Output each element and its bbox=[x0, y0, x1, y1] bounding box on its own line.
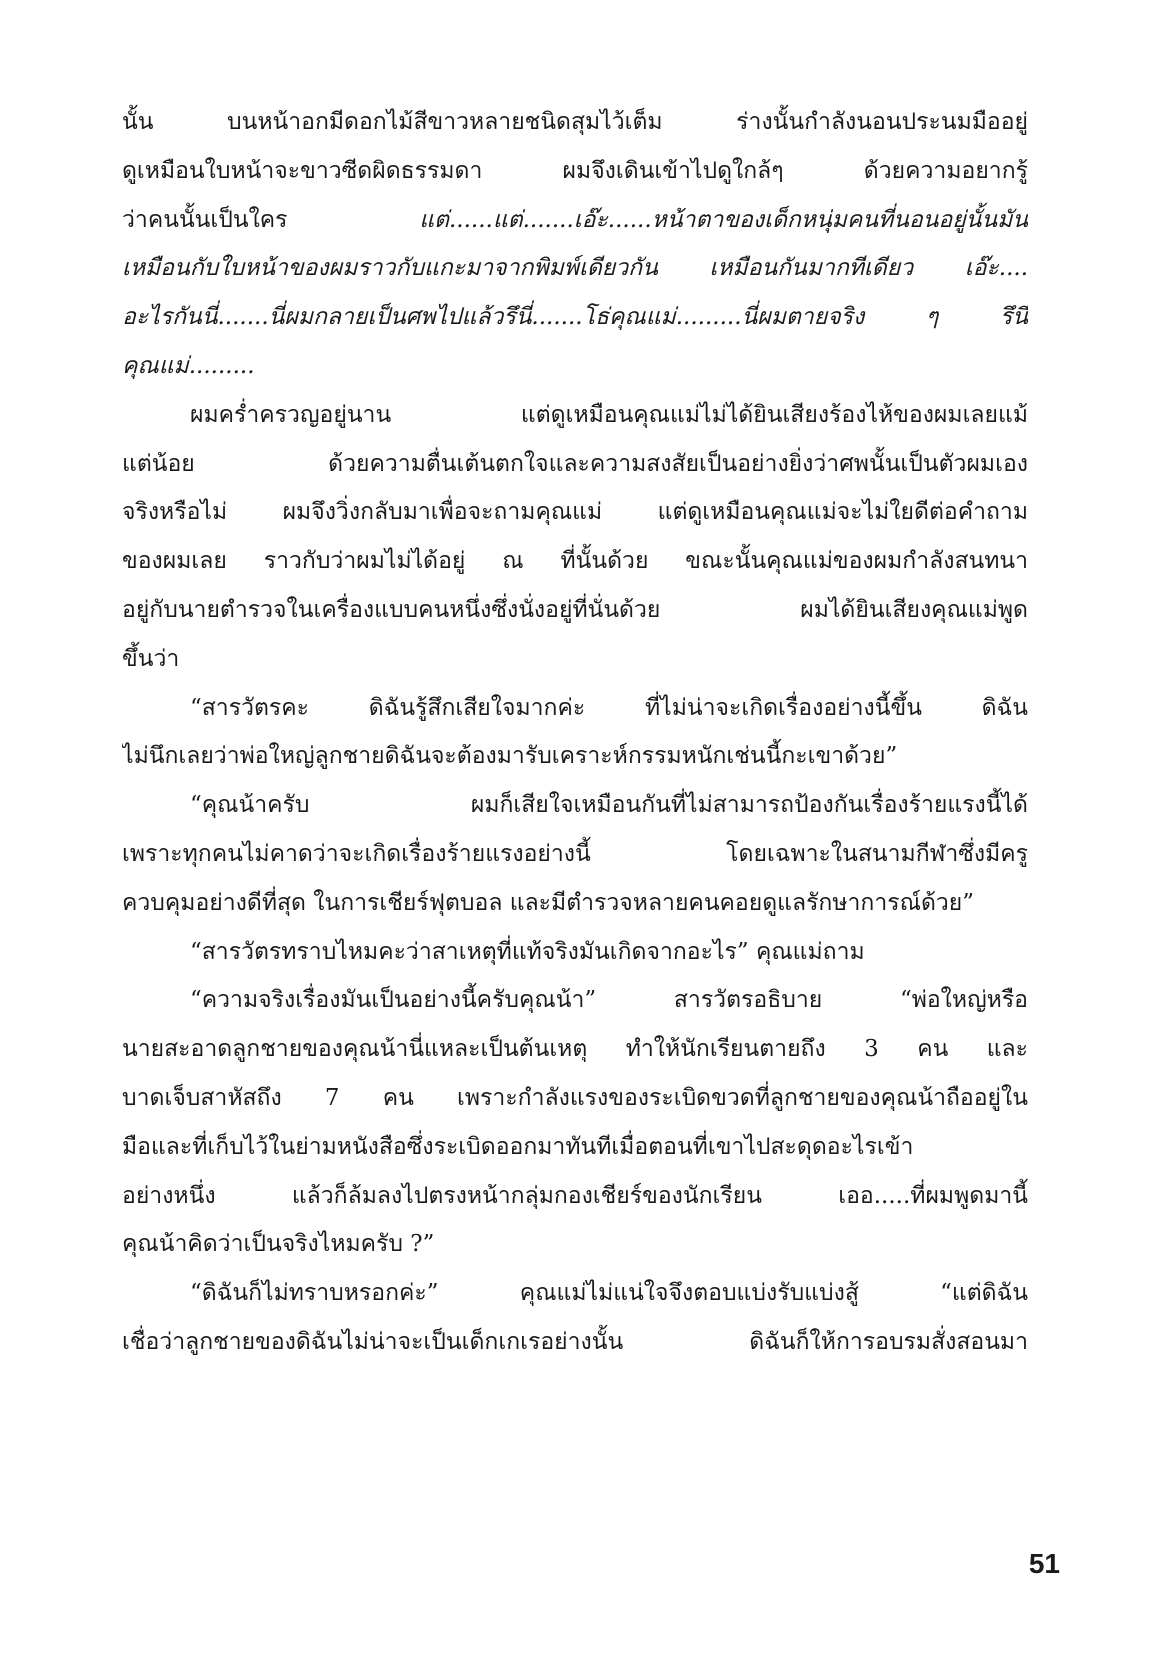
text-segment: บาดเจ็บสาหัสถึง 7 คน เพราะกำลังแรงของระเบิดขวดที่ลูกชายของคุณน้าถืออยู่ใน bbox=[122, 1084, 1028, 1111]
body-text bbox=[122, 98, 1028, 1367]
text-line bbox=[122, 1220, 1028, 1269]
text-segment: เพราะทุกคนไม่คาดว่าจะเกิดเรื่องร้ายแรงอย่างนี้ โดยเฉพาะในสนามกีฬาซึ่งมีครู bbox=[122, 840, 1028, 867]
text-segment: ว่าคนนั้นเป็นใคร bbox=[122, 206, 420, 233]
text-line bbox=[122, 1269, 1028, 1318]
text-segment: “สารวัตรทราบไหมคะว่าสาเหตุที่แท้จริงมันเกิดจากอะไร” คุณแม่ถาม bbox=[190, 938, 865, 965]
text-segment: แต่น้อย ด้วยความตื่นเต้นตกใจและความสงสัยเป็นอย่างยิ่งว่าศพนั้นเป็นตัวผมเอง bbox=[122, 450, 1028, 477]
text-segment: อยู่กับนายตำรวจในเครื่องแบบคนหนึ่งซึ่งนั่งอยู่ที่นั่นด้วย ผมได้ยินเสียงคุณแม่พูด bbox=[122, 596, 1028, 623]
text-line bbox=[122, 830, 1028, 879]
text-segment: ควบคุมอย่างดีที่สุด ในการเชียร์ฟุตบอล และมีตำรวจหลายคนคอยดูแลรักษาการณ์ด้วย” bbox=[122, 889, 975, 916]
text-segment: “สารวัตรคะ ดิฉันรู้สึกเสียใจมากค่ะ ที่ไม่น่าจะเกิดเรื่องอย่างนี้ขึ้น ดิฉัน bbox=[190, 694, 1028, 721]
text-segment: ของผมเลย ราวกับว่าผมไม่ได้อยู่ ณ ที่นั้นด้วย ขณะนั้นคุณแม่ของผมกำลังสนทนา bbox=[122, 548, 1028, 575]
text-line bbox=[122, 1172, 1028, 1221]
text-line bbox=[122, 928, 1028, 977]
text-segment: ไม่นึกเลยว่าพ่อใหญ่ลูกชายดิฉันจะต้องมารับเคราะห์กรรมหนักเช่นนี้กะเขาด้วย” bbox=[122, 743, 898, 770]
text-segment: ดูเหมือนใบหน้าจะขาวซีดผิดธรรมดา ผมจึงเดินเข้าไปดูใกล้ๆ ด้วยความอยากรู้ bbox=[122, 157, 1028, 184]
text-segment: นายสะอาดลูกชายของคุณน้านี่แหละเป็นต้นเหตุ ทำให้นักเรียนตายถึง 3 คน และ bbox=[122, 1036, 1028, 1063]
italic-text-segment: แต่......แต่.......เอ๊ะ......หน้าตาของเด็กหนุ่มคนที่นอนอยู่นั้นมัน bbox=[419, 206, 1028, 233]
italic-text-segment: เหมือนกับใบหน้าของผมราวกับแกะมาจากพิมพ์เดียวกัน เหมือนกันมากทีเดียว เอ๊ะ.... bbox=[122, 255, 1028, 282]
page-number: 51 bbox=[1028, 1548, 1060, 1579]
text-line bbox=[122, 635, 1028, 684]
text-segment: “คุณน้าครับ ผมก็เสียใจเหมือนกันที่ไม่สามารถป้องกันเรื่องร้ายแรงนี้ได้ bbox=[190, 792, 1028, 819]
text-line bbox=[122, 1074, 1028, 1123]
text-line bbox=[122, 147, 1028, 196]
text-line bbox=[122, 488, 1028, 537]
italic-text-segment: คุณแม่......... bbox=[122, 352, 255, 379]
text-line bbox=[122, 440, 1028, 489]
text-segment: จริงหรือไม่ ผมจึงวิ่งกลับมาเพื่อจะถามคุณแม่ แต่ดูเหมือนคุณแม่จะไม่ใยดีต่อคำถาม bbox=[122, 499, 1028, 526]
text-line bbox=[122, 98, 1028, 147]
text-line bbox=[122, 293, 1028, 342]
text-segment: มือและที่เก็บไว้ในย่ามหนังสือซึ่งระเบิดออกมาทันทีเมื่อตอนที่เขาไปสะดุดอะไรเข้า bbox=[122, 1133, 914, 1160]
text-segment: ผมคร่ำครวญอยู่นาน แต่ดูเหมือนคุณแม่ไม่ได้ยินเสียงร้องไห้ของผมเลยแม้ bbox=[190, 401, 1028, 428]
text-line bbox=[122, 879, 1028, 928]
text-line bbox=[122, 586, 1028, 635]
text-line bbox=[122, 1123, 1028, 1172]
text-segment: “ความจริงเรื่องมันเป็นอย่างนี้ครับคุณน้า” สารวัตรอธิบาย “พ่อใหญ่หรือ bbox=[190, 987, 1028, 1014]
text-segment: ขึ้นว่า bbox=[122, 645, 180, 672]
text-line bbox=[122, 684, 1028, 733]
text-segment: เชื่อว่าลูกชายของดิฉันไม่น่าจะเป็นเด็กเกเรอย่างนั้น ดิฉันก็ให้การอบรมสั่งสอนมา bbox=[122, 1328, 1028, 1355]
text-line bbox=[122, 732, 1028, 781]
text-line bbox=[122, 196, 1028, 245]
text-line bbox=[122, 342, 1028, 391]
text-segment: คุณน้าคิดว่าเป็นจริงไหมครับ ?” bbox=[122, 1231, 435, 1258]
text-segment: นั้น บนหน้าอกมีดอกไม้สีขาวหลายชนิดสุมไว้เต็ม ร่างนั้นกำลังนอนประนมมืออยู่ bbox=[122, 109, 1028, 135]
text-line bbox=[122, 391, 1028, 440]
text-segment: อย่างหนึ่ง แล้วก็ล้มลงไปตรงหน้ากลุ่มกองเชียร์ของนักเรียน เออ.....ที่ผมพูดมานี้ bbox=[122, 1182, 1028, 1209]
italic-text-segment: อะไรกันนี่.......นี่ผมกลายเป็นศพไปแล้วรึนี่.......โธ่คุณแม่.........นี่ผมตายจริง ๆ รึนี่ bbox=[122, 304, 1028, 331]
text-segment: “ดิฉันก็ไม่ทราบหรอกค่ะ” คุณแม่ไม่แน่ใจจึงตอบแบ่งรับแบ่งสู้ “แต่ดิฉัน bbox=[190, 1280, 1028, 1307]
text-line bbox=[122, 244, 1028, 293]
text-line bbox=[122, 781, 1028, 830]
text-line bbox=[122, 537, 1028, 586]
text-line bbox=[122, 976, 1028, 1025]
text-line bbox=[122, 1318, 1028, 1367]
text-line bbox=[122, 1025, 1028, 1074]
